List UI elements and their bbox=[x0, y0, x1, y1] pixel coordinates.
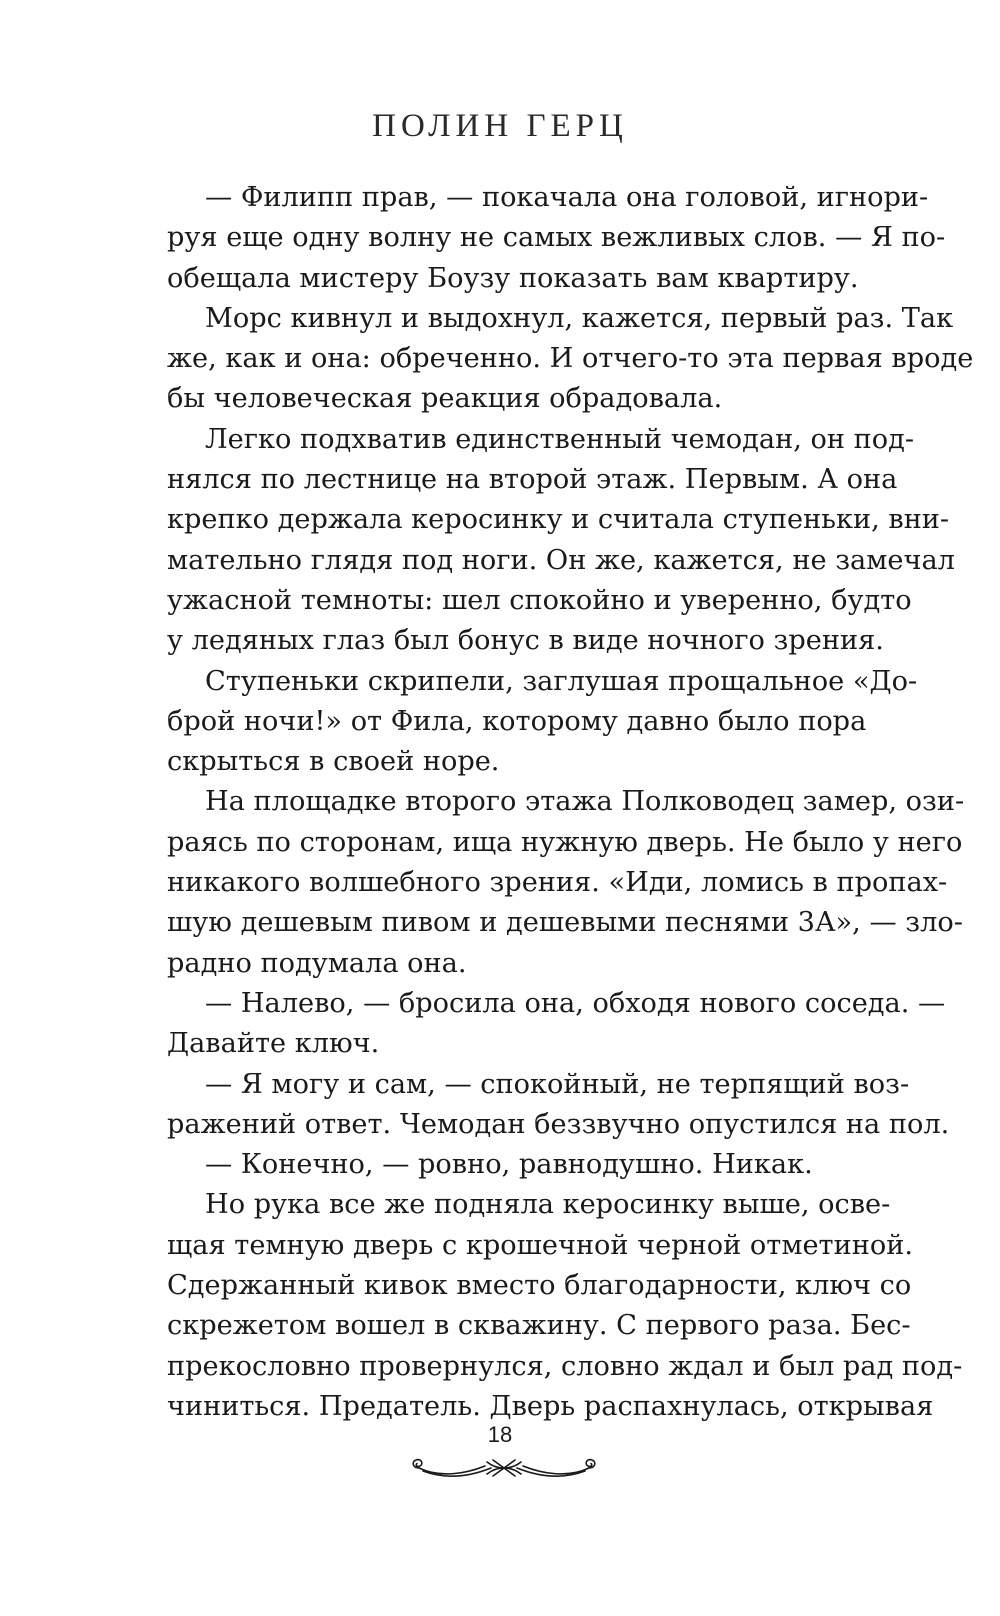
text-line: — Филипп прав, — покачала она головой, игнори- bbox=[205, 182, 929, 213]
text-line: Давайте ключ. bbox=[167, 1028, 380, 1060]
running-head: ПОЛИН ГЕРЦ bbox=[372, 108, 628, 144]
text-line: Легко подхватив единственный чемодан, он под- bbox=[205, 423, 915, 455]
text-line: никакого волшебного зрения. «Иди, ломись в пропах- bbox=[167, 867, 948, 899]
text-line: — Налево, — бросила она, обходя нового соседа. — bbox=[205, 987, 946, 1019]
text-line: у ледяных глаз был бонус в виде ночного зрения. bbox=[167, 625, 884, 657]
text-line: ражений ответ. Чемодан беззвучно опустился на пол. bbox=[167, 1108, 950, 1140]
text-line: скрыться в своей норе. bbox=[167, 746, 500, 778]
text-line: щая темную дверь с крошечной черной отметиной. bbox=[167, 1229, 913, 1261]
text-line: обещала мистеру Боузу показать вам квартиру. bbox=[167, 262, 859, 294]
text-line: Ступеньки скрипели, заглушая прощальное «До- bbox=[205, 665, 918, 697]
body-text bbox=[167, 178, 974, 1427]
text-line: раясь по сторонам, ища нужную дверь. Не было у него bbox=[167, 826, 963, 858]
text-line: же, как и она: обреченно. И отчего-то эта первая вроде bbox=[167, 343, 974, 375]
text-line: скрежетом вошел в скважину. С первого раза. Бес- bbox=[167, 1310, 911, 1342]
text-line: бы человеческая реакция обрадовала. bbox=[167, 383, 723, 415]
text-line: руя еще одну волну не самых вежливых слов. — Я по- bbox=[167, 222, 946, 254]
page-number: 18 bbox=[487, 1422, 513, 1447]
text-line: Сдержанный кивок вместо благодарности, ключ со bbox=[167, 1270, 912, 1302]
text-line: Морс кивнул и выдохнул, кажется, первый раз. Так bbox=[205, 302, 954, 334]
text-line: мательно глядя под ноги. Он же, кажется, не замечал bbox=[167, 544, 955, 576]
text-line: — Я могу и сам, — спокойный, не терпящий воз- bbox=[205, 1068, 910, 1100]
text-line: ужасной темноты: шел спокойно и уверенно, будто bbox=[167, 584, 912, 616]
text-line: нялся по лестнице на второй этаж. Первым. А она bbox=[167, 464, 898, 496]
text-line: Но рука все же подняла керосинку выше, осве- bbox=[205, 1189, 891, 1221]
swirl-flourish-icon bbox=[405, 1448, 603, 1482]
text-line: радно подумала она. bbox=[167, 947, 467, 979]
text-line: прекословно провернулся, словно ждал и был рад под- bbox=[167, 1350, 963, 1382]
text-line: крепко держала керосинку и считала ступеньки, вни- bbox=[167, 504, 950, 536]
text-line: чиниться. Предатель. Дверь распахнулась, открывая bbox=[167, 1390, 934, 1422]
text-line: На площадке второго этажа Полководец замер, ози- bbox=[205, 786, 965, 818]
text-line: — Конечно, — ровно, равнодушно. Никак. bbox=[205, 1149, 813, 1181]
text-line: шую дешевым пивом и дешевыми песнями 3А», — зло- bbox=[167, 907, 963, 939]
text-line: брой ночи!» от Фила, которому давно было пора bbox=[167, 705, 867, 737]
